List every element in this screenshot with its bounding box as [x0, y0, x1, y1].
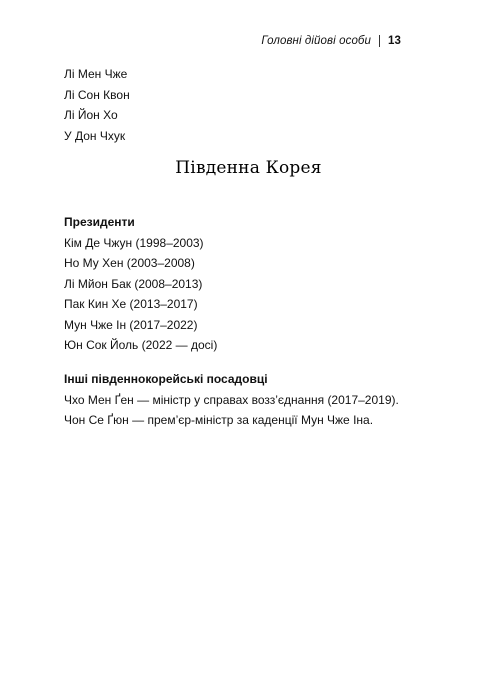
presidents-heading: Президенти [64, 215, 135, 229]
list-item: Лі Йон Хо [64, 108, 118, 122]
list-item: Лі Мйон Бак (2008–2013) [64, 276, 203, 291]
officials-section [64, 369, 399, 431]
running-header [261, 31, 401, 51]
section-heading-south-korea: Південна Корея [175, 158, 322, 178]
officials-heading: Інші південнокорейські посадовці [64, 372, 268, 386]
running-header-section-title: Головні дійові особи [261, 35, 371, 47]
list-item: Пак Кин Хе (2013–2017) [64, 297, 198, 311]
list-item: Юн Сок Йоль (2022 — досі) [64, 338, 218, 352]
list-item: Чон Се Ґюн — прем’єр-міністр за каденції Мун Чже Іна. [64, 413, 374, 427]
list-item: Кім Де Чжун (1998–2003) [64, 235, 204, 250]
list-item: Мун Чже Ін (2017–2022) [64, 317, 198, 332]
list-item: Но Му Хен (2003–2008) [64, 256, 195, 270]
list-item: У Дон Чхук [64, 128, 126, 143]
list-item: Лі Мен Чже [64, 67, 128, 81]
presidents-section [64, 212, 217, 356]
page-number: 13 [388, 35, 401, 47]
list-item: Лі Сон Квон [64, 87, 130, 102]
list-item: Чхо Мен Ґен — міністр у справах возз’єднання (2017–2019). [64, 392, 399, 407]
north-names-list [64, 64, 130, 146]
header-divider [379, 35, 380, 47]
